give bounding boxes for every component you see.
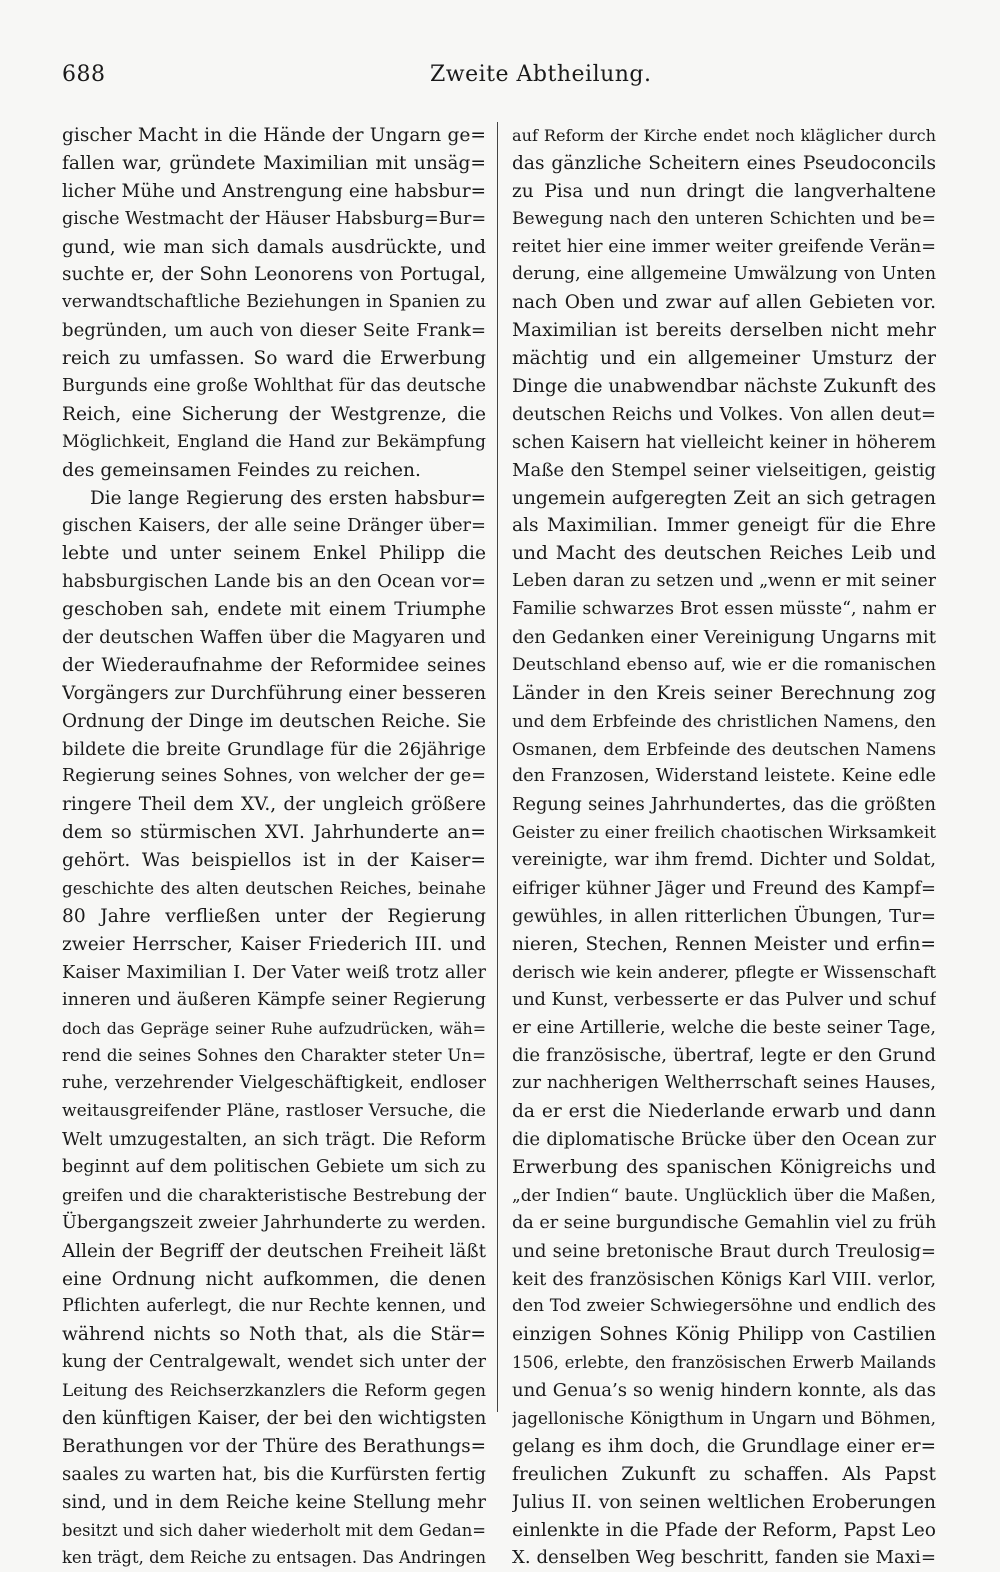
- text-line: beginnt auf dem politischen Gebiete um sich zu: [62, 1156, 486, 1177]
- text-line: suchte er, der Sohn Leonorens von Portugal,: [62, 264, 486, 286]
- text-line: jagellonische Königthum in Ungarn und Böhmen,: [512, 1407, 936, 1428]
- text-line: als Maximilian. Immer geneigt für die Ehre: [512, 515, 936, 537]
- text-line: begründen, um auch von dieser Seite Frank=: [62, 320, 486, 342]
- text-line: vereinigte, war ihm fremd. Dichter und Soldat,: [512, 850, 936, 871]
- text-line: nieren, Stechen, Rennen Meister und erfin=: [512, 933, 936, 955]
- column-divider: [497, 122, 498, 1412]
- text-line: mächtig und ein allgemeiner Umsturz der: [512, 348, 936, 370]
- text-line: zweier Herrscher, Kaiser Friederich III. und: [62, 933, 486, 955]
- text-line: Erwerbung des spanischen Königreichs und: [512, 1156, 936, 1178]
- text-line: Deutschland ebenso auf, wie er die romanischen: [512, 654, 936, 675]
- text-line: gelang es ihm doch, die Grundlage einer er=: [512, 1435, 936, 1457]
- text-line: gischen Kaisers, der alle seine Dränger über=: [62, 515, 486, 537]
- text-line: und Kunst, verbesserte er das Pulver und schuf: [512, 989, 936, 1010]
- text-line: Allein der Begriff der deutschen Freiheit läßt: [62, 1240, 486, 1262]
- text-line: Familie schwarzes Brot essen müsste“, nahm er: [512, 599, 936, 620]
- text-line: einzigen Sohnes König Philipp von Castilien: [512, 1324, 936, 1346]
- text-line: das gänzliche Scheitern eines Pseudoconcils: [512, 152, 936, 174]
- text-line: den Tod zweier Schwiegersöhne und endlich des: [512, 1296, 936, 1317]
- text-line: Pflichten auferlegt, die nur Rechte kennen, und: [62, 1296, 486, 1317]
- text-line: die französische, übertraf, legte er den Grund: [512, 1045, 936, 1067]
- text-line: eine Ordnung nicht aufkommen, die denen: [62, 1268, 486, 1290]
- text-line: da er erst die Niederlande erwarb und dann: [512, 1101, 936, 1123]
- text-line: 1506, erlebte, den französischen Erwerb Mailands: [512, 1353, 936, 1373]
- text-line: inneren und äußeren Kämpfe seiner Regierung: [62, 989, 486, 1010]
- page-header: [62, 62, 992, 92]
- text-line: den künftigen Kaiser, der bei den wichtigsten: [62, 1407, 486, 1429]
- text-line: den Franzosen, Widerstand leistete. Keine edle: [512, 766, 936, 787]
- text-line: Bewegung nach den unteren Schichten und be=: [512, 208, 936, 229]
- text-line: Geister zu einer freilich chaotischen Wirksamkeit: [512, 822, 936, 843]
- text-line: Osmanen, dem Erbfeinde des deutschen Namens: [512, 738, 936, 759]
- text-line: zur nachherigen Weltherrschaft seines Hauses,: [512, 1073, 936, 1094]
- text-line: rend die seines Sohnes den Charakter steter Un=: [62, 1046, 486, 1066]
- right-text-column: [512, 122, 936, 1572]
- text-line: während nichts so Noth that, als die Stär=: [62, 1324, 486, 1346]
- text-line: Vorgängers zur Durchführung einer besseren: [62, 682, 486, 704]
- text-line: eifriger kühner Jäger und Freund des Kampf=: [512, 878, 936, 900]
- text-line: des gemeinsamen Feindes zu reichen.: [62, 459, 421, 481]
- text-line: „der Indien“ baute. Unglücklich über die Maßen,: [512, 1184, 936, 1205]
- text-line: derisch wie kein anderer, pflegte er Wissenschaft: [512, 961, 936, 982]
- text-line: geschoben sah, endete mit einem Triumphe: [62, 599, 486, 621]
- text-line: da er seine burgundische Gemahlin viel zu früh: [512, 1212, 936, 1233]
- text-line: nach Oben und zwar auf allen Gebieten vor.: [512, 292, 936, 314]
- text-line: Regierung seines Sohnes, von welcher der ge=: [62, 766, 486, 787]
- text-line: dem so stürmischen XVI. Jahrhunderte an=: [62, 822, 486, 844]
- text-line: greifen und die charakteristische Bestrebung der: [62, 1184, 486, 1205]
- text-line: gische Westmacht der Häuser Habsburg=Bur=: [62, 208, 486, 229]
- page-number: 688: [62, 62, 106, 87]
- text-line: gewühles, in allen ritterlichen Übungen, Tur=: [512, 905, 936, 927]
- text-line: freulichen Zukunft zu schaffen. Als Papst: [512, 1463, 936, 1485]
- text-line: derung, eine allgemeine Umwälzung von Unten: [512, 264, 936, 285]
- text-line: und Genua’s so wenig hindern konnte, als das: [512, 1380, 936, 1402]
- text-line: Dinge die unabwendbar nächste Zukunft des: [512, 376, 936, 398]
- text-line: der deutschen Waffen über die Magyaren und: [62, 627, 486, 649]
- text-line: licher Mühe und Anstrengung eine habsbur=: [62, 180, 486, 202]
- text-line: ruhe, verzehrender Vielgeschäftigkeit, endloser: [62, 1073, 486, 1094]
- running-head: Zweite Abtheilung.: [430, 62, 652, 87]
- text-line: keit des französischen Königs Karl VIII. verlor,: [512, 1268, 936, 1290]
- text-line: besitzt und sich daher wiederholt mit dem Gedan=: [62, 1520, 486, 1540]
- text-line: Übergangszeit zweier Jahrhunderte zu werden.: [62, 1212, 486, 1233]
- text-line: doch das Gepräge seiner Ruhe aufzudrücken, wäh=: [62, 1018, 486, 1038]
- text-line: fallen war, gründete Maximilian mit unsäg=: [62, 152, 486, 174]
- text-line: ungemein aufgeregten Zeit an sich getragen: [512, 487, 936, 509]
- text-line: Möglichkeit, England die Hand zur Bekämpfung: [62, 431, 486, 452]
- text-line: gischer Macht in die Hände der Ungarn ge=: [62, 125, 486, 146]
- text-line: Maximilian ist bereits derselben nicht mehr: [512, 320, 936, 342]
- text-line: zu Pisa und nun dringt die langverhaltene: [512, 180, 936, 202]
- text-line: auf Reform der Kirche endet noch kläglicher durch: [512, 126, 936, 145]
- text-line: Maße den Stempel seiner vielseitigen, geistig: [512, 459, 936, 481]
- text-line: gund, wie man sich damals ausdrückte, und: [62, 236, 486, 258]
- text-line: der Wiederaufnahme der Reformidee seines: [62, 654, 486, 676]
- text-line: Reich, eine Sicherung der Westgrenze, die: [62, 403, 486, 425]
- text-line: Ordnung der Dinge im deutschen Reiche. Sie: [62, 710, 486, 732]
- text-line: schen Kaisern hat vielleicht keiner in höherem: [512, 431, 936, 453]
- text-line: und dem Erbfeinde des christlichen Namens, den: [512, 710, 936, 731]
- text-line: ringere Theil dem XV., der ungleich größere: [62, 794, 486, 816]
- text-line: verwandtschaftliche Beziehungen in Spanien zu: [62, 292, 486, 313]
- text-line: Leitung des Reichserzkanzlers die Reform gegen: [62, 1380, 486, 1401]
- text-line: lebte und unter seinem Enkel Philipp die: [62, 543, 486, 565]
- text-line: X. denselben Weg beschritt, fanden sie Maxi=: [512, 1547, 936, 1569]
- text-line: Die lange Regierung des ersten habsbur=: [90, 487, 486, 509]
- text-line: einlenkte in die Pfade der Reform, Papst Leo: [512, 1519, 936, 1541]
- text-line: Berathungen vor der Thüre des Berathungs=: [62, 1435, 486, 1457]
- text-line: gehört. Was beispiellos ist in der Kaiser=: [62, 850, 486, 872]
- text-line: bildete die breite Grundlage für die 26jährige: [62, 738, 486, 760]
- text-line: Kaiser Maximilian I. Der Vater weiß trotz aller: [62, 961, 486, 983]
- text-line: geschichte des alten deutschen Reiches, beinahe: [62, 878, 486, 899]
- text-line: die diplomatische Brücke über den Ocean zur: [512, 1129, 936, 1151]
- text-line: Julius II. von seinen weltlichen Eroberungen: [512, 1491, 936, 1513]
- text-line: Regung seines Jahrhundertes, das die größten: [512, 794, 936, 816]
- text-line: den Gedanken einer Vereinigung Ungarns mit: [512, 627, 936, 649]
- text-line: saales zu warten hat, bis die Kurfürsten fertig: [62, 1463, 486, 1485]
- text-line: weitausgreifender Pläne, rastloser Versuche, die: [62, 1101, 486, 1122]
- text-line: und seine bretonische Braut durch Treulosig=: [512, 1240, 936, 1262]
- text-line: kung der Centralgewalt, wendet sich unter der: [62, 1352, 486, 1373]
- text-line: reitet hier eine immer weiter greifende Verän=: [512, 236, 936, 257]
- text-line: und Macht des deutschen Reiches Leib und: [512, 543, 936, 565]
- text-line: Leben daran zu setzen und „wenn er mit seiner: [512, 571, 936, 592]
- left-text-column: [62, 122, 486, 1572]
- text-line: Burgunds eine große Wohlthat für das deutsche: [62, 376, 486, 397]
- text-line: reich zu umfassen. So ward die Erwerbung: [62, 348, 486, 370]
- text-line: ken trägt, dem Reiche zu entsagen. Das Andringen: [62, 1548, 486, 1568]
- text-line: sind, und in dem Reiche keine Stellung mehr: [62, 1491, 486, 1513]
- text-line: habsburgischen Lande bis an den Ocean vor=: [62, 571, 486, 593]
- text-line: Länder in den Kreis seiner Berechnung zog: [512, 682, 936, 704]
- text-line: 80 Jahre verfließen unter der Regierung: [62, 905, 486, 927]
- text-line: er eine Artillerie, welche die beste seiner Tage,: [512, 1017, 936, 1038]
- text-line: Welt umzugestalten, an sich trägt. Die Reform: [62, 1129, 486, 1151]
- text-line: deutschen Reichs und Volkes. Von allen deut=: [512, 403, 936, 425]
